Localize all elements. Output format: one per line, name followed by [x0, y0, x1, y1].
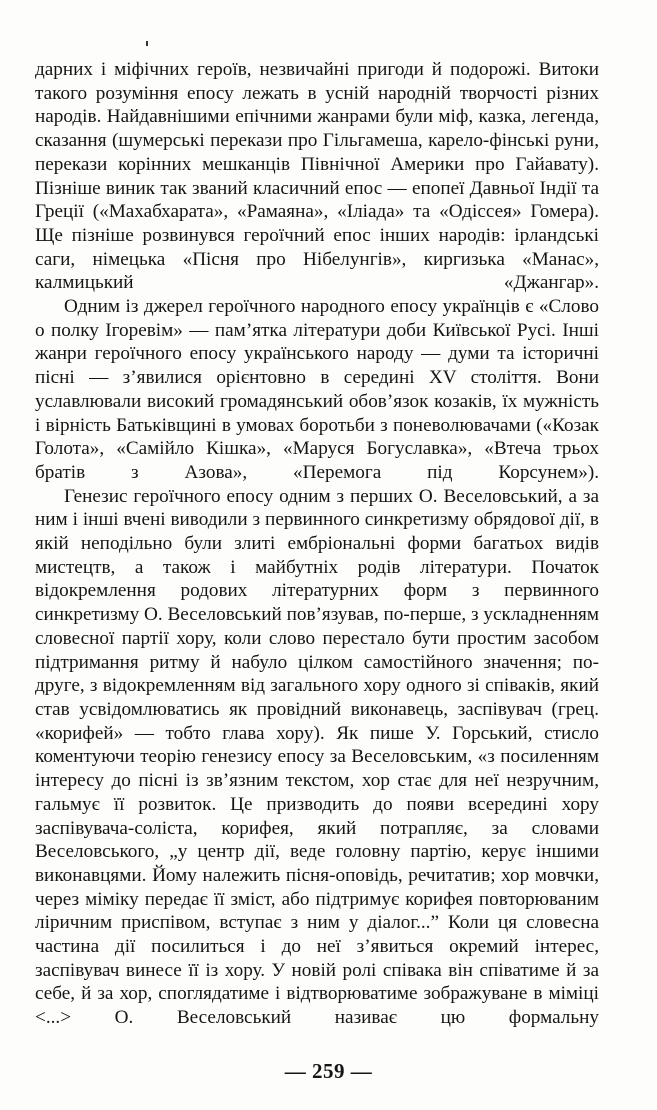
- paragraph-continuation: дарних і міфічних героїв, незвичайні пригоди й подорожі. Витоки такого розуміння епосу лежать в усній народній творчості різних народів. Найдавнішими епічними жанрами були міф, казка, легенда, сказання (шумерські перекази про Гільгамеша, карело-фінські руни, перекази корінних мешканців Північної Америки про Гайавату). Пізніше виник так званий класичний епос — епопеї Давньої Індії та Греції («Махабхарата», «Рамаяна», «Іліада» та «Одіссея» Гомера). Ще пізніше розвинувся героїчний епос інших народів: ірландські саги, німецька «Пісня про Нібелунгів», киргизька «Манас», калмицький «Джангар».: [35, 59, 599, 294]
- paragraph-slovo: Одним із джерел героїчного народного епосу українців є «Слово о полку Ігоревім» — пам’ятка літератури доби Київської Русі. Інші жанри героїчного епосу українського народу — думи та історичні пісні — з’явилися орієнтовно в середині XV століття. Вони уславлювали високий громадянський обов’язок козаків, їх мужність і вірність Батьківщині в умовах боротьби з поневолювачами («Козак Голота», «Самійло Кішка», «Маруся Богуславка», «Втеча трьох братів з Азова», «Перемога під Корсунем»).: [35, 296, 599, 483]
- page-number: — 259 —: [284, 1059, 373, 1083]
- body-text: [35, 58, 599, 1030]
- print-mark: [146, 41, 148, 46]
- paragraph-genesis: Генезис героїчного епосу одним з перших О. Веселовський, а за ним і інші вчені виводили з первинного синкретизму обрядової дії, в якій неподільно були злиті ембріональні форми багатьох видів мистецтв, а також і майбутніх родів літератури. Початок відокремлення родових літературних форм з первинного синкретизму О. Веселовський пов’язував, по-перше, з ускладненням словесної партії хору, коли слово перестало бути простим засобом підтримання ритму й набуло цілком самостійного значення; по-друге, з відокремленням від загального хору одного зі співаків, який став усвідомлюватись як провідний виконавець, заспівувач (грец. «корифей» — тобто глава хору). Як пише У. Горський, стисло коментуючи теорію генезису епосу за Веселовським, «з посиленням інтересу до пісні із зв’язним текстом, хор стає для неї незручним, гальмує її розвиток. Це призводить до появи всередині хору заспівувача-соліста, корифея, який потрапляє, за словами Веселовського, „у центр дії, веде головну партію, керує іншими виконавцями. Йому належить пісня-оповідь, речитатив; хор мовчки, через міміку передає її зміст, або підтримує корифея повторюваним ліричним приспівом, вступає з ним у діалог...” Коли ця словесна частина дії посилиться і до неї з’явиться окремий інтерес, заспівувач винесе її із хору. У новій ролі співака він співатиме й за себе, й за хор, споглядатиме і відтворюватиме зображуване в міміці <...> О. Веселовський називає цю формальну: [35, 485, 599, 1029]
